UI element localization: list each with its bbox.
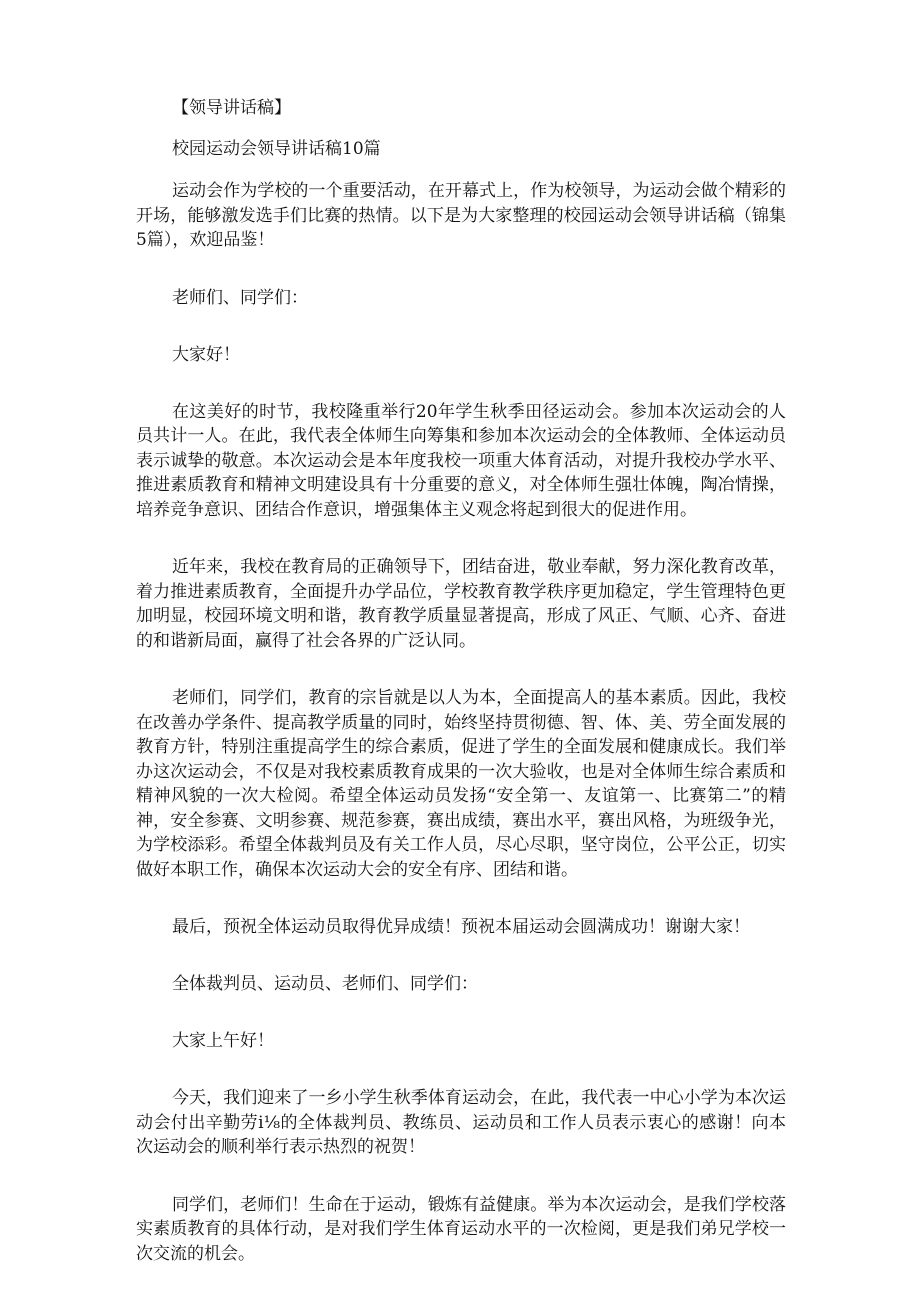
- document-page: [136, 96, 786, 1306]
- speech2-hello: 大家上午好！: [172, 1031, 274, 1051]
- speech2-paragraph-1: 今天，我们迎来了一乡小学生秋季体育运动会，在此，我代表一中心小学为本次运动会付出辛勤劳i⅛的全体裁判员、教练员、运动员和工作人员表示衷心的感谢！向本次运动会的顺利举行表示热烈的祝贺！: [136, 1088, 786, 1157]
- speech1-paragraph-1: 在这美好的时节，我校隆重举行20年学生秋季田径运动会。参加本次运动会的人员共计一人。在此，我代表全体师生向筹集和参加本次运动会的全体教师、全体运动员表示诚挚的敬意。本次运动会是本年度我校一项重大体育活动，对提升我校办学水平、推进素质教育和精神文明建设具有十分重要的意义，对全体师生强壮体魄，陶冶情操，培养竞争意识、团结合作意识，增强集体主义观念将起到很大的促进作用。: [136, 401, 786, 520]
- document-header: 【领导讲话稿】: [172, 98, 291, 118]
- speech1-paragraph-2: 近年来，我校在教育局的正确领导下，团结奋进，敬业奉献，努力深化教育改革，着力推进素质教育，全面提升办学品位，学校教育教学秩序更加稳定，学生管理特色更加明显，校园环境文明和谐，教育教学质量显著提高，形成了风正、气顺、心齐、奋进的和谐新局面，赢得了社会各界的广泛认同。: [136, 557, 786, 651]
- speech1-greeting: 老师们、同学们：: [172, 287, 308, 308]
- speech1-hello: 大家好！: [172, 344, 240, 365]
- speech1-paragraph-3: 老师们，同学们，教育的宗旨就是以人为本，全面提高人的基本素质。因此，我校在改善办学条件、提高教学质量的同时，始终坚持贯彻德、智、体、美、劳全面发展的教育方针，特别注重提高学生的综合素质，促进了学生的全面发展和健康成长。我们举办这次运动会，不仅是对我校素质教育成果的一次大验收，也是对全体师生综合素质和精神风貌的一次大检阅。希望全体运动员发扬“安全第一、友谊第一、比赛第二”的精神，安全参赛、文明参赛、规范参赛，赛出成绩，赛出水平，赛出风格，为班级争光，为学校添彩。希望全体裁判员及有关工作人员，尽心尽职，坚守岗位，公平公正，切实做好本职工作，确保本次运动大会的安全有序、团结和谐。: [136, 688, 786, 880]
- speech2-paragraph-2: 同学们，老师们！生命在于运动，锻炼有益健康。举为本次运动会，是我们学校落实素质教育的具体行动，是对我们学生体育运动水平的一次检阅，更是我们弟兄学校一次交流的机会。: [136, 1194, 786, 1264]
- document-title: 校园运动会领导讲话稿10篇: [172, 139, 381, 159]
- speech1-closing: 最后，预祝全体运动员取得优异成绩！预祝本届运动会圆满成功！谢谢大家！: [172, 917, 750, 937]
- intro-paragraph: 运动会作为学校的一个重要活动，在开幕式上，作为校领导，为运动会做个精彩的开场，能够激发选手们比赛的热情。以下是为大家整理的校园运动会领导讲话稿（锦集5篇），欢迎品鉴！: [136, 181, 786, 250]
- page-bottom-space: [136, 1266, 786, 1306]
- speech2-greeting: 全体裁判员、运动员、老师们、同学们：: [172, 974, 478, 994]
